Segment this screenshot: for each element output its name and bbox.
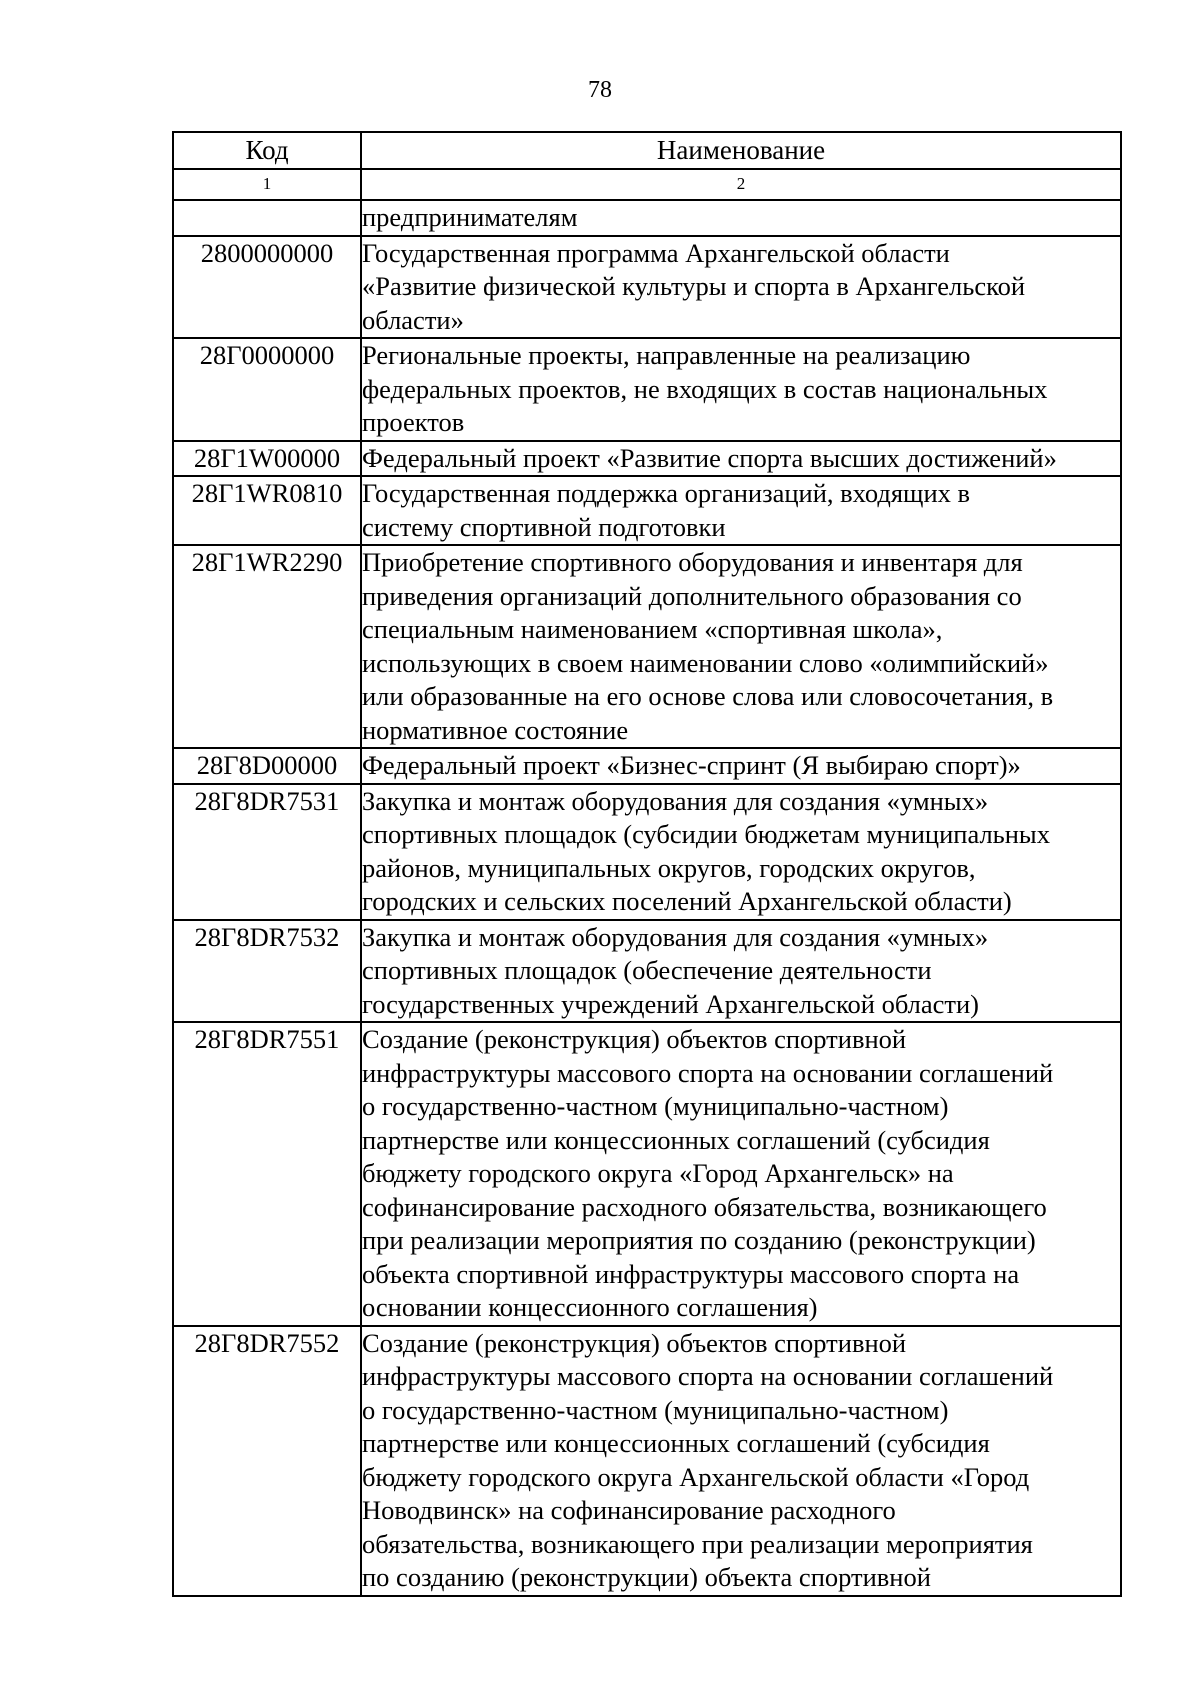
row-name: Приобретение спортивного оборудования и инвентаря для приведения организаций дополнительного образования со специальным наименованием «спортивная школа», использующих в своем наименовании слово «олимпийский» или образованные на его основе слова или словосочетания, в нормативное состояние	[361, 545, 1121, 748]
column-number-code: 1	[173, 169, 361, 200]
row-name: Федеральный проект «Развитие спорта высших достижений»	[361, 441, 1121, 477]
table-row	[173, 200, 1121, 236]
row-code: 28Г8DR7531	[173, 784, 361, 920]
row-code: 28Г0000000	[173, 338, 361, 441]
column-number-name: 2	[361, 169, 1121, 200]
row-code: 28Г1W00000	[173, 441, 361, 477]
row-name: Создание (реконструкция) объектов спортивной инфраструктуры массового спорта на основании соглашений о государственно-частном (муниципально-частном) партнерстве или концессионных соглашений (субсидия бюджету городского округа «Город Архангельск» на софинансирование расходного обязательства, возникающего при реализации мероприятия по созданию (реконструкции) объекта спортивной инфраструктуры массового спорта на основании концессионного соглашения)	[361, 1022, 1121, 1326]
table-row	[173, 441, 1121, 477]
table-body	[173, 200, 1121, 1596]
row-code: 28Г1WR2290	[173, 545, 361, 748]
table-row	[173, 748, 1121, 784]
table-row	[173, 476, 1121, 545]
header-code: Код	[173, 132, 361, 169]
budget-classification-table	[172, 131, 1122, 1597]
header-row	[173, 132, 1121, 169]
row-name: Федеральный проект «Бизнес-спринт (Я выбираю спорт)»	[361, 748, 1121, 784]
table-header	[173, 132, 1121, 200]
row-code: 2800000000	[173, 236, 361, 339]
row-name: Закупка и монтаж оборудования для создания «умных» спортивных площадок (обеспечение деятельности государственных учреждений Архангельской области)	[361, 920, 1121, 1023]
row-name: Региональные проекты, направленные на реализацию федеральных проектов, не входящих в состав национальных проектов	[361, 338, 1121, 441]
table-row	[173, 920, 1121, 1023]
table-row	[173, 545, 1121, 748]
table-row	[173, 784, 1121, 920]
row-name: Государственная поддержка организаций, входящих в систему спортивной подготовки	[361, 476, 1121, 545]
row-code: 28Г8D00000	[173, 748, 361, 784]
row-code: 28Г8DR7552	[173, 1326, 361, 1596]
table-row	[173, 236, 1121, 339]
row-name: предпринимателям	[361, 200, 1121, 236]
row-name: Создание (реконструкция) объектов спортивной инфраструктуры массового спорта на основании соглашений о государственно-частном (муниципально-частном) партнерстве или концессионных соглашений (субсидия бюджету городского округа Архангельской области «Город Новодвинск» на софинансирование расходного обязательства, возникающего при реализации мероприятия по созданию (реконструкции) объекта спортивной	[361, 1326, 1121, 1596]
row-code: 28Г8DR7532	[173, 920, 361, 1023]
row-code	[173, 200, 361, 236]
table-row	[173, 1326, 1121, 1596]
row-name: Государственная программа Архангельской области «Развитие физической культуры и спорта в Архангельской области»	[361, 236, 1121, 339]
header-name: Наименование	[361, 132, 1121, 169]
row-name: Закупка и монтаж оборудования для создания «умных» спортивных площадок (субсидии бюджетам муниципальных районов, муниципальных округов, городских округов, городских и сельских поселений Архангельской области)	[361, 784, 1121, 920]
table-row	[173, 1022, 1121, 1326]
row-code: 28Г1WR0810	[173, 476, 361, 545]
row-code: 28Г8DR7551	[173, 1022, 361, 1326]
column-number-row	[173, 169, 1121, 200]
table-row	[173, 338, 1121, 441]
page-number: 78	[588, 77, 612, 103]
